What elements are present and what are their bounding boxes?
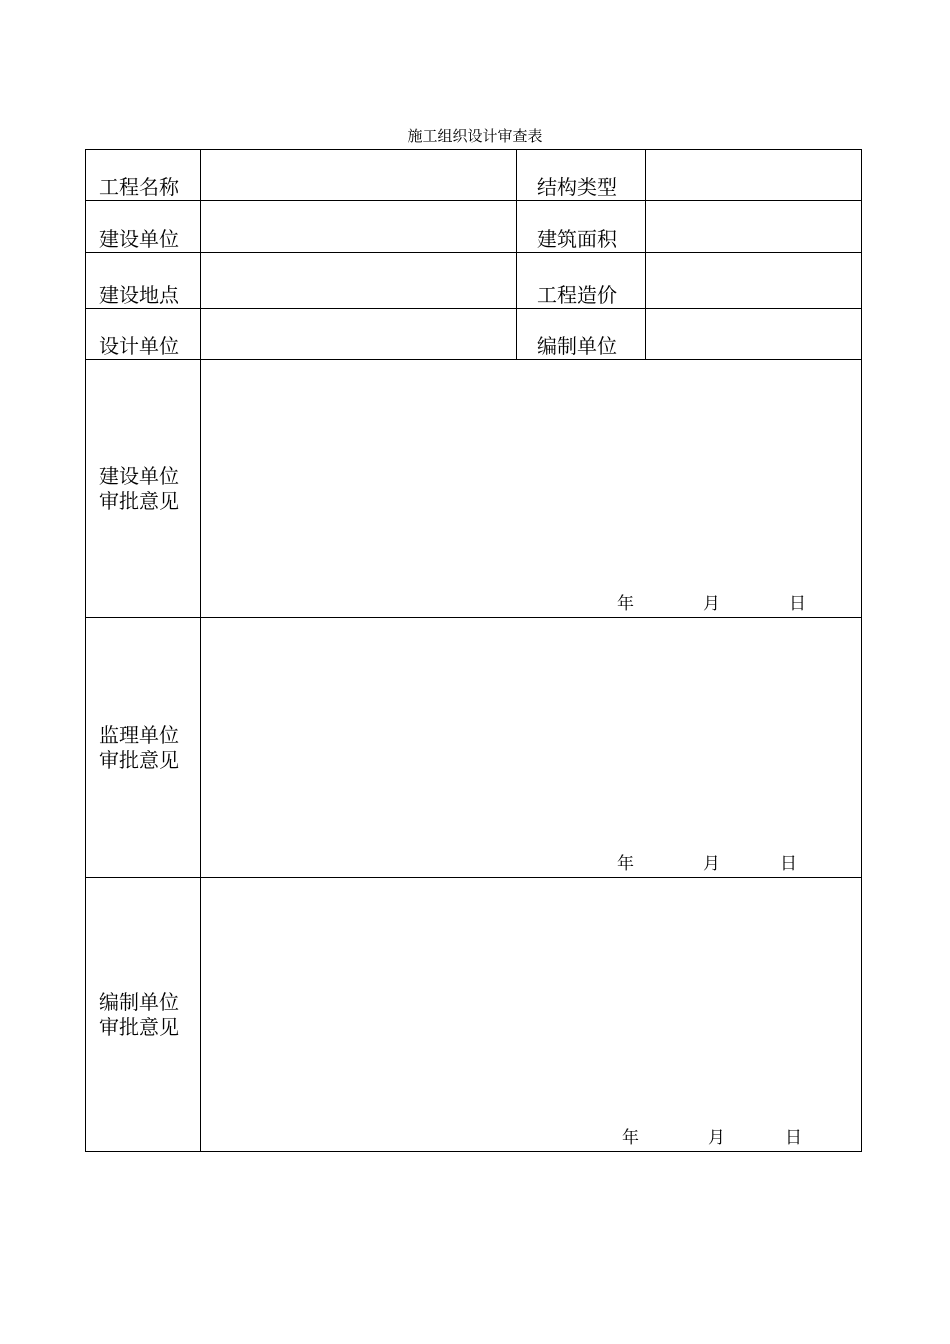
design-unit-label: 设计单位 xyxy=(99,334,179,358)
owner-approval-year: 年 xyxy=(617,594,634,614)
compiler-approval-opinion-field[interactable] xyxy=(201,878,861,1151)
supervisor-approval-year: 年 xyxy=(617,854,634,874)
supervisor-approval-opinion-field[interactable] xyxy=(201,618,861,877)
middle-column-divider-left xyxy=(516,149,517,360)
construction-site-field[interactable] xyxy=(201,253,516,308)
supervisor-approval-month: 月 xyxy=(703,854,720,874)
compiling-unit-label: 编制单位 xyxy=(537,334,617,358)
compiler-approval-day: 日 xyxy=(785,1128,802,1148)
owner-approval-opinion-field[interactable] xyxy=(201,360,861,617)
owner-approval-month: 月 xyxy=(703,594,720,614)
building-area-field[interactable] xyxy=(646,201,861,252)
compiler-approval-year: 年 xyxy=(622,1128,639,1148)
project-cost-label: 工程造价 xyxy=(537,283,617,307)
structure-type-label: 结构类型 xyxy=(537,175,617,199)
compiling-unit-field[interactable] xyxy=(646,309,861,359)
table-border-right xyxy=(861,149,862,1152)
project-name-label: 工程名称 xyxy=(99,175,179,199)
supervisor-approval-day: 日 xyxy=(780,854,797,874)
owner-approval-label-line1: 建设单位 xyxy=(99,464,179,488)
construction-unit-field[interactable] xyxy=(201,201,516,252)
table-border-bottom xyxy=(85,1151,862,1152)
compiler-approval-label-line2: 审批意见 xyxy=(99,1015,179,1039)
project-cost-field[interactable] xyxy=(646,253,861,308)
owner-approval-label-line2: 审批意见 xyxy=(99,489,179,513)
building-area-label: 建筑面积 xyxy=(537,227,617,251)
construction-site-label: 建设地点 xyxy=(99,283,179,307)
supervisor-approval-label-line1: 监理单位 xyxy=(99,723,179,747)
owner-approval-day: 日 xyxy=(789,594,806,614)
construction-unit-label: 建设单位 xyxy=(99,227,179,251)
supervisor-approval-label-line2: 审批意见 xyxy=(99,748,179,772)
compiler-approval-label-line1: 编制单位 xyxy=(99,990,179,1014)
design-unit-field[interactable] xyxy=(201,309,516,359)
compiler-approval-month: 月 xyxy=(708,1128,725,1148)
structure-type-field[interactable] xyxy=(646,150,861,200)
project-name-field[interactable] xyxy=(201,150,516,200)
review-form-table xyxy=(85,149,862,1152)
form-title: 施工组织设计审查表 xyxy=(407,127,543,145)
table-border-left xyxy=(85,149,86,1152)
